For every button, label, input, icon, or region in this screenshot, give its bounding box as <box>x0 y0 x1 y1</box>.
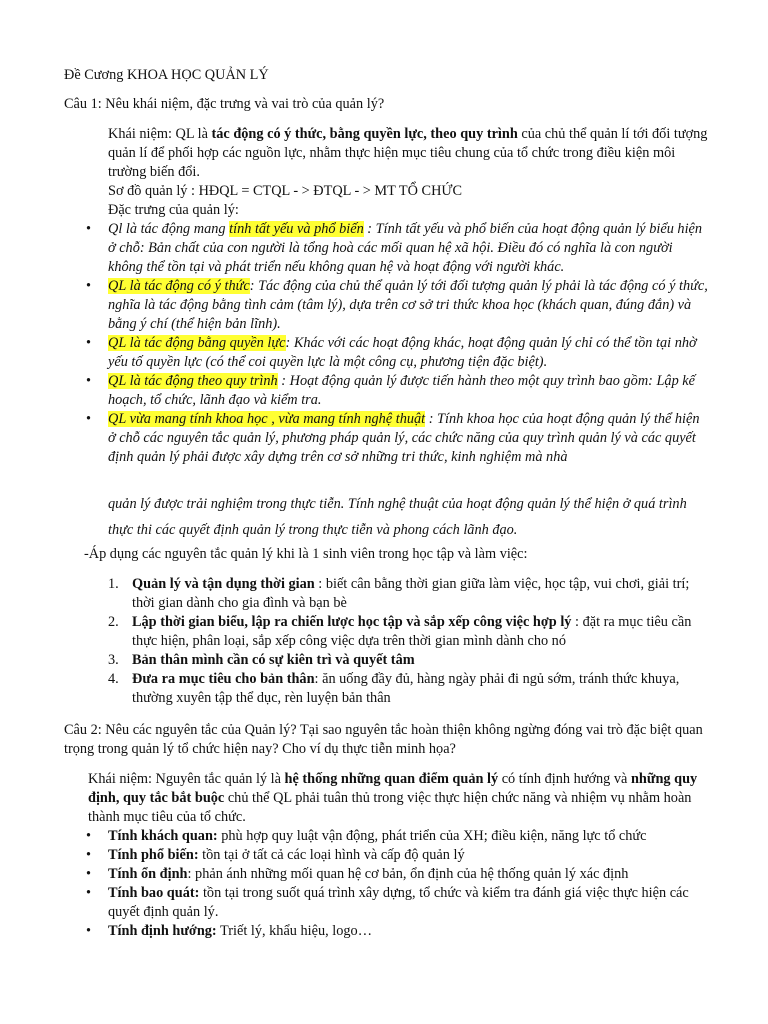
feature-text: : Hoạt động quản lý được tiến hành theo một quy trình bao gồm: Lập kế hoạch, tổ chức, lãnh đạo và kiểm tra. <box>108 373 695 408</box>
principle-text: Triết lý, khẩu hiệu, logo… <box>216 923 372 939</box>
list-item <box>84 220 708 277</box>
q1-diagram: Sơ đồ quản lý : HĐQL = CTQL - > ĐTQL - > MT TỔ CHỨC <box>108 183 463 199</box>
q2-def-rest: chủ thể QL phải tuân thủ trong việc thực hiện chức năng và nhiệm vụ nhằm hoàn thành mục tiêu của tổ chức. <box>88 790 692 825</box>
feature-highlight: QL vừa mang tính khoa học , vừa mang tính nghệ thuật <box>108 411 426 427</box>
list-item <box>84 865 708 884</box>
principle-text: : phản ánh những mối quan hệ cơ bản, ổn định của hệ thống quản lý xác định <box>187 866 629 882</box>
q1-def-prefix: Khái niệm: QL là <box>108 126 212 142</box>
feature-text: : Tác động của chủ thể quản lý tới đối tượng quản lý phải là tác động có ý thức, nghĩa là tác động bằng tình cảm (tâm lý), dựa trên cơ sở tri thức khoa học (khách quan, đúng đắn) và bằng ý chí (thể hiện bản lĩnh). <box>108 278 708 332</box>
item-bold: Lập thời gian biểu, lập ra chiến lược học tập và sắp xếp công việc hợp lý <box>132 614 572 630</box>
list-item <box>108 575 708 613</box>
q1-features-list <box>84 220 708 467</box>
q2-principles-list <box>84 827 708 941</box>
feature-text: : Tính tất yếu và phổ biến của hoạt động quản lý biểu hiện ở chỗ: Bản chất của con người là tổng hoà các mối quan hệ xã hội. Điều đó có nghĩa là con người không thể tồn tại và phát triển nếu không quan hệ và hoạt động với người khác. <box>108 221 703 275</box>
item-number: 4. <box>108 671 119 687</box>
document-title: Đề Cương KHOA HỌC QUẢN LÝ <box>64 67 269 83</box>
bullet-icon: • <box>86 828 92 844</box>
bullet-icon: • <box>86 866 92 882</box>
feature-highlight: tính tất yếu và phổ biến <box>229 221 364 237</box>
item-number: 1. <box>108 576 119 592</box>
question-1: Câu 1: Nêu khái niệm, đặc trưng và vai trò của quản lý? <box>64 96 385 112</box>
q1-features-label: Đặc trưng của quản lý: <box>108 202 239 218</box>
bullet-icon: • <box>86 885 92 901</box>
item-bold: Đưa ra mục tiêu cho bản thân <box>132 671 315 687</box>
principle-text: tồn tại ở tất cả các loại hình và cấp độ quản lý <box>198 847 465 863</box>
bullet-icon: • <box>86 847 92 863</box>
principle-name: Tính khách quan: <box>108 828 218 844</box>
list-item <box>108 651 708 670</box>
list-item <box>108 670 708 708</box>
bullet-icon: • <box>86 373 92 389</box>
feature-text: : Khác với các hoạt động khác, hoạt động quản lý chỉ có thể tồn tại nhờ yếu tố quyền lực (có thể coi quyền lực là một công cụ, phương tiện đặc biệt). <box>108 335 697 370</box>
principle-name: Tính phổ biến: <box>108 847 199 863</box>
item-text: : ăn uống đầy đủ, hàng ngày phải đi ngủ sớm, tránh thức khuya, thường xuyên tập thể dục, rèn luyện bản thân <box>132 671 680 706</box>
list-item <box>84 372 708 410</box>
list-item <box>108 613 708 651</box>
q2-def-mid: có tính định hướng và <box>498 771 631 787</box>
question-2: Câu 2: Nêu các nguyên tắc của Quản lý? Tại sao nguyên tắc hoàn thiện không ngừng đóng vai trò đặc biệt quan trọng trong quản lý tổ chức hiện nay? Cho ví dụ thực tiễn minh họa? <box>64 722 703 757</box>
q1-definition <box>108 125 708 220</box>
list-item <box>84 846 708 865</box>
item-bold: Bản thân mình cần có sự kiên trì và quyết tâm <box>132 652 415 668</box>
bullet-icon: • <box>86 411 92 427</box>
q2-def-bold-1: hệ thống những quan điểm quản lý <box>284 771 499 787</box>
bullet-icon: • <box>86 278 92 294</box>
item-text: : đặt ra mục tiêu cần thực hiện, phân loại, sắp xếp công việc dựa trên thời gian mình dành cho nó <box>132 614 692 649</box>
item-bold: Quản lý và tận dụng thời gian <box>132 576 315 592</box>
feature-highlight: QL là tác động bằng quyền lực <box>108 335 286 351</box>
list-item <box>84 884 708 922</box>
list-item <box>84 827 708 846</box>
q1-def-bold: tác động có ý thức, bằng quyền lực, theo quy trình <box>211 126 518 142</box>
item-number: 3. <box>108 652 119 668</box>
bullet-icon: • <box>86 335 92 351</box>
principle-name: Tính ổn định <box>108 866 188 882</box>
feature-pre: Ql là tác động mang <box>108 221 230 237</box>
q2-def-bold-2: những quy định, quy tắc bắt buộc <box>88 771 698 806</box>
feature-highlight: QL là tác động có ý thức <box>108 278 250 294</box>
list-item <box>84 922 708 941</box>
feature-highlight: QL là tác động theo quy trình <box>108 373 278 389</box>
bullet-icon: • <box>86 221 92 237</box>
principle-text: phù hợp quy luật vận động, phát triển của XH; điều kiện, năng lực tổ chức <box>217 828 647 844</box>
q1-apply-label: -Áp dụng các nguyên tắc quản lý khi là 1 sinh viên trong học tập và làm việc: <box>84 546 528 562</box>
q2-def-prefix: Khái niệm: Nguyên tắc quản lý là <box>88 771 285 787</box>
list-item <box>84 410 708 467</box>
item-number: 2. <box>108 614 119 630</box>
item-text: : biết cân bằng thời gian giữa làm việc, học tập, vui chơi, giải trí; thời gian dành cho gia đình và bạn bè <box>132 576 690 611</box>
principle-name: Tính định hướng: <box>108 923 217 939</box>
bullet-icon: • <box>86 923 92 939</box>
q1-numbered-list <box>108 575 708 708</box>
feature-text: : Tính khoa học của hoạt động quản lý thể hiện ở chỗ các nguyên tắc quản lý, phương pháp quản lý, các chức năng của quy trình quản lý và các quyết định quản lý phải được xây dựng trên cơ sở những tri thức, kinh nghiệm mà nhà <box>108 411 700 465</box>
q1-def-rest: của chủ thể quản lí tới đối tượng quản lí để phối hợp các nguồn lực, nhằm thực hiện mục tiêu chung của tổ chức trong điều kiện môi trường biến đổi. <box>108 126 708 180</box>
principle-text: tồn tại trong suốt quá trình xây dựng, tổ chức và kiểm tra đánh giá việc thực hiện các quyết định quản lý. <box>108 885 689 920</box>
list-item <box>84 277 708 334</box>
list-item <box>84 334 708 372</box>
q1-continuation: quản lý được trải nghiệm trong thực tiễn. Tính nghệ thuật của hoạt động quản lý thể hiện ở quá trình thực thi các quyết định quản lý trong thực tiễn và phong cách lãnh đạo. <box>108 496 687 538</box>
principle-name: Tính bao quát: <box>108 885 200 901</box>
q2-definition <box>88 770 708 827</box>
